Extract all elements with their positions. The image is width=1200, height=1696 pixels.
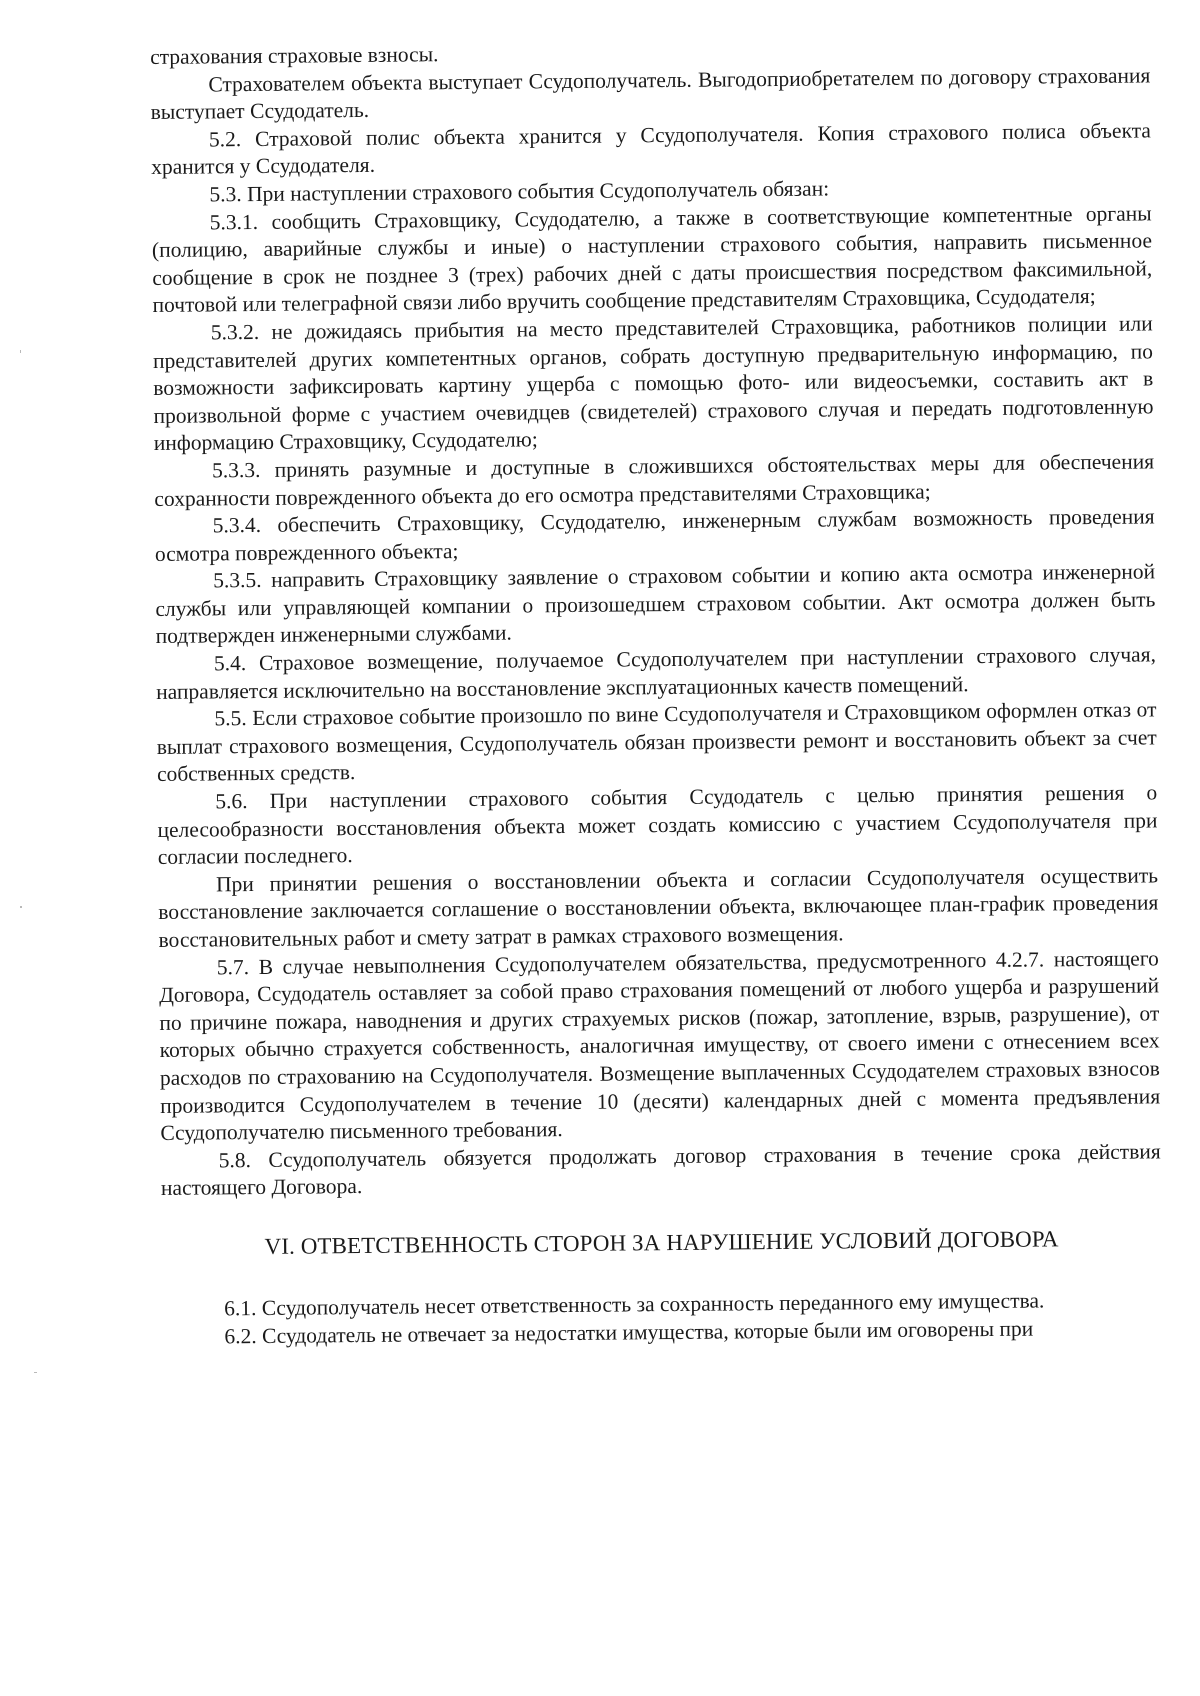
- paragraph-5-3: 5.3. При наступлении страхового события Ссудополучатель обязан:: [209, 176, 830, 207]
- paragraph-5-3-5: 5.3.5. направить Страховщику заявление о страховом событии и копию акта осмотра инженерной службы или управляющей компании о произошедшем страховом событии. Акт осмотра должен быть подтвержден инженерными службами.: [155, 559, 1156, 649]
- paragraph-restoration: При принятии решения о восстановлении объекта и согласии Ссудополучателя осуществить восстановление заключается соглашение о восстановлении объекта, включающее план-график проведения восстановительных работ и смету затрат в рамках страхового возмещения.: [158, 863, 1159, 952]
- paragraph-policyholder: Страхователем объекта выступает Ссудополучатель. Выгодоприобретателем по договору страхования выступает Ссудодатель.: [150, 62, 1151, 125]
- scan-mark-left-2: [20, 906, 22, 908]
- paragraph-5-3-3: 5.3.3. принять разумные и доступные в сложившихся обстоятельствах меры для обеспечения сохранности поврежденного объекта до его осмотра представителями Страховщика;: [154, 449, 1155, 511]
- paragraph-5-4: 5.4. Страховое возмещение, получаемое Ссудополучателем при наступлении страхового случая, направляется исключительно на восстановление эксплуатационных качеств помещений.: [156, 642, 1157, 704]
- document-body: [150, 34, 1163, 1351]
- section-heading: VI. ОТВЕТСТВЕННОСТЬ СТОРОН ЗА НАРУШЕНИЕ УСЛОВИЙ ДОГОВОРА: [264, 1226, 1059, 1259]
- paragraph-6-2: 6.2. Ссудодатель не отвечает за недостатки имущества, которые были им оговорены при: [224, 1316, 1034, 1348]
- paragraph-5-7: 5.7. В случае невыполнения Ссудополучателем обязательства, предусмотренного 4.2.7. настоящего Договора, Ссудодатель оставляет за собой право страхования помещений от любого ущерба и разрушений по причине пожара, наводнения и других страхуемых рисков (пожар, затопление, взрыв, разрушение), от которых обычно страхуется собственность, аналогичная имуществу, от своего имени с отнесением всех расходов по страхованию на Ссудополучателя. Возмещение выплаченных Ссудодателем страховых взносов производится Ссудополучателем в течение 10 (десяти) календарных дней с момента предъявления Ссудополучателю письменного требования.: [159, 945, 1161, 1146]
- paragraph-continuation: страхования страховые взносы.: [150, 42, 439, 69]
- paragraph-5-3-4: 5.3.4. обеспечить Страховщику, Ссудодателю, инженерным службам возможность проведения осмотра поврежденного объекта;: [154, 504, 1155, 566]
- paragraph-5-8: 5.8. Ссудополучатель обязуется продолжать договор страхования в течение срока действия настоящего Договора.: [160, 1139, 1161, 1201]
- paragraph-5-3-1: 5.3.1. сообщить Страховщику, Ссудодателю, а также в соответствующие компетентные органы (полицию, аварийные службы и иные) о наступлении страхового события, направить письменное сообщение в срок не позднее 3 (трех) рабочих дней с даты происшествия посредством факсимильной, почтовой или телеграфной связи либо вручить сообщение представителям Страховщика, Ссудодателя;: [151, 200, 1153, 318]
- paragraph-5-2: 5.2. Страховой полис объекта хранится у Ссудополучателя. Копия страхового полиса объекта хранится у Ссудодателя.: [151, 118, 1151, 180]
- paragraph-5-5: 5.5. Если страховое событие произошло по вине Ссудополучателя и Страховщиком оформлен отказ от выплат страхового возмещения, Ссудополучатель обязан произвести ремонт и восстановить объект за счет собственных средств.: [156, 697, 1157, 787]
- scan-mark-left-3: [34, 1372, 37, 1373]
- paragraph-5-6: 5.6. При наступлении страхового события Ссудодатель с целью принятия решения о целесообразности восстановления объекта может создать комиссию с участием Ссудополучателя при согласии последнего.: [157, 780, 1158, 870]
- scan-mark-left-1: [20, 350, 21, 353]
- paragraph-6-1: 6.1. Ссудополучатель несет ответственность за сохранность переданного ему имущества.: [224, 1288, 1045, 1321]
- paragraph-5-3-2: 5.3.2. не дожидаясь прибытия на место представителей Страховщика, работников полиции или представителей других компетентных органов, собрать доступную предварительную информацию, по возможности зафиксировать картину ущерба с помощью фото- или видеосъемки, составить акт в произвольной форме с участием очевидцев (свидетелей) страхового случая и передать подготовленную информацию Страховщику, Ссудодателю;: [152, 311, 1154, 456]
